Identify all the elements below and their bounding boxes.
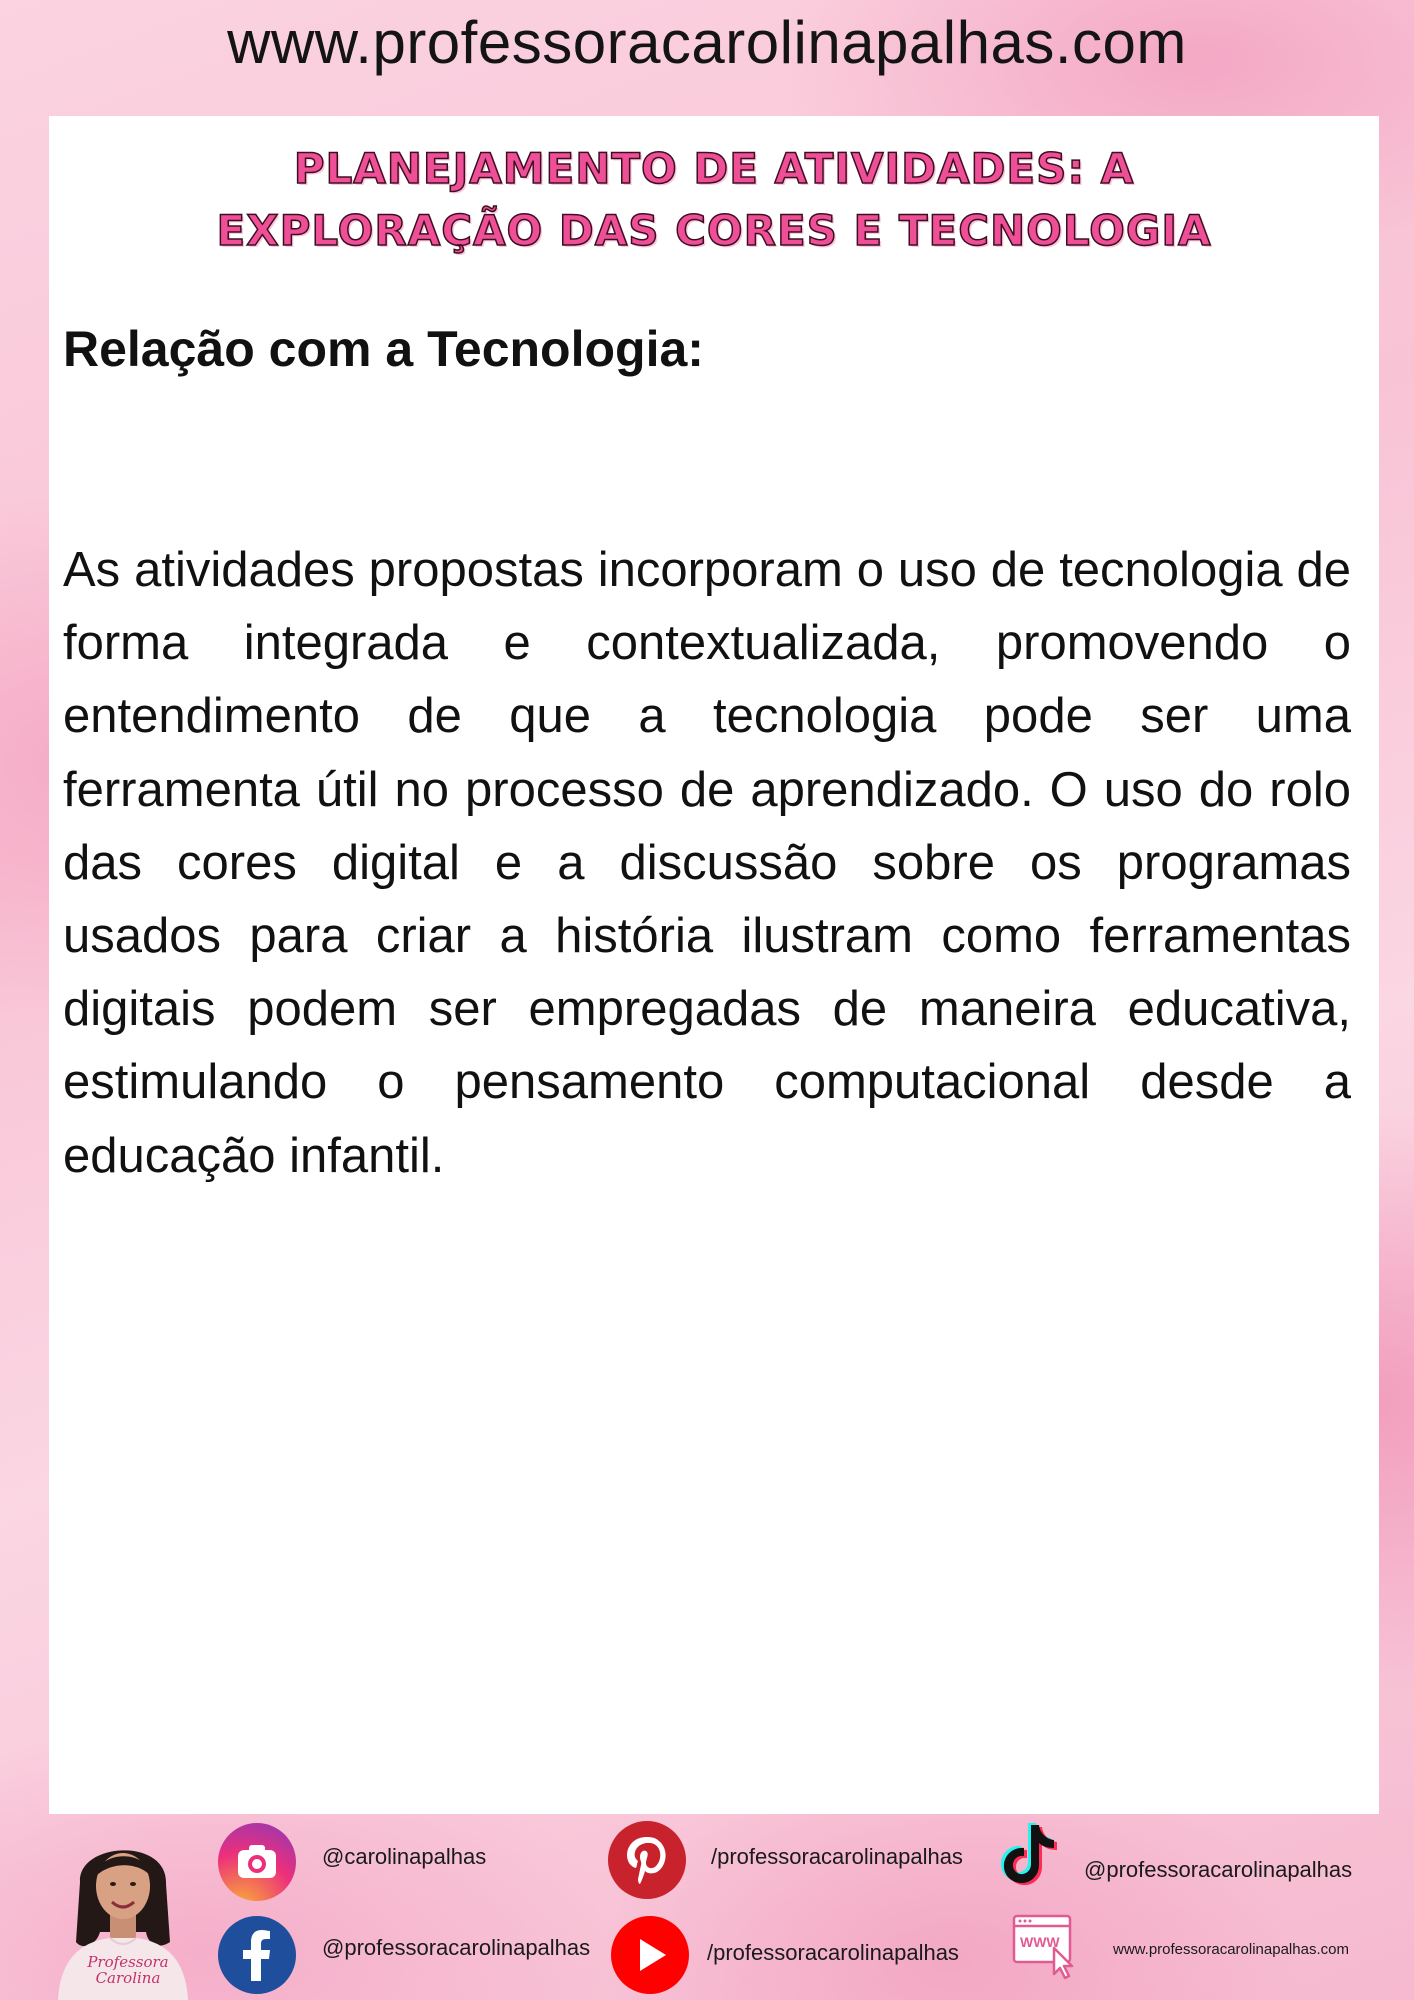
document-card (49, 116, 1379, 1814)
avatar (38, 1822, 208, 2000)
instagram-handle[interactable]: @carolinapalhas (322, 1844, 487, 1869)
document-title-line-1: PLANEJAMENTO DE ATIVIDADES: A (293, 144, 1135, 193)
facebook-handle[interactable]: @professoracarolinapalhas (322, 1935, 591, 1960)
website-handle[interactable]: www.professoracarolinapalhas.com (1113, 1941, 1349, 1958)
document-title-line-2: EXPLORAÇÃO DAS CORES E TECNOLOGIA (216, 206, 1212, 255)
avatar-shirt-caption: Professora Carolina (87, 1953, 169, 1987)
tiktok-handle[interactable]: @professoracarolinapalhas (1084, 1857, 1353, 1882)
social-footer (0, 1814, 1414, 2000)
site-url-header: www.professoracarolinapalhas.com (227, 9, 1187, 76)
body-paragraph: As atividades propostas incorporam o uso de tecnologia de forma integrada e contextualizada, promovendo o entendimento de que a tecnologia pode ser uma ferramenta útil no processo de aprendizado. O uso do rolo das cores digital e a discussão sobre os programas usados para criar a história ilustram como ferramentas digitais podem ser empregadas de maneira educativa, estimulando o pensamento computacional desde a educação infantil. (63, 543, 1351, 1183)
website-icon[interactable] (1012, 1914, 1078, 1980)
youtube-icon[interactable] (611, 1916, 689, 1994)
pinterest-handle[interactable]: /professoracarolinapalhas (711, 1844, 963, 1869)
tiktok-icon[interactable] (996, 1819, 1062, 1889)
instagram-icon[interactable] (218, 1823, 296, 1901)
website-icon-label: WWW (1020, 1934, 1060, 1950)
section-heading: Relação com a Tecnologia: (63, 321, 704, 377)
pinterest-icon[interactable] (608, 1821, 686, 1899)
facebook-icon[interactable] (218, 1916, 296, 1994)
document-title (49, 138, 1379, 262)
youtube-handle[interactable]: /professoracarolinapalhas (707, 1940, 959, 1965)
